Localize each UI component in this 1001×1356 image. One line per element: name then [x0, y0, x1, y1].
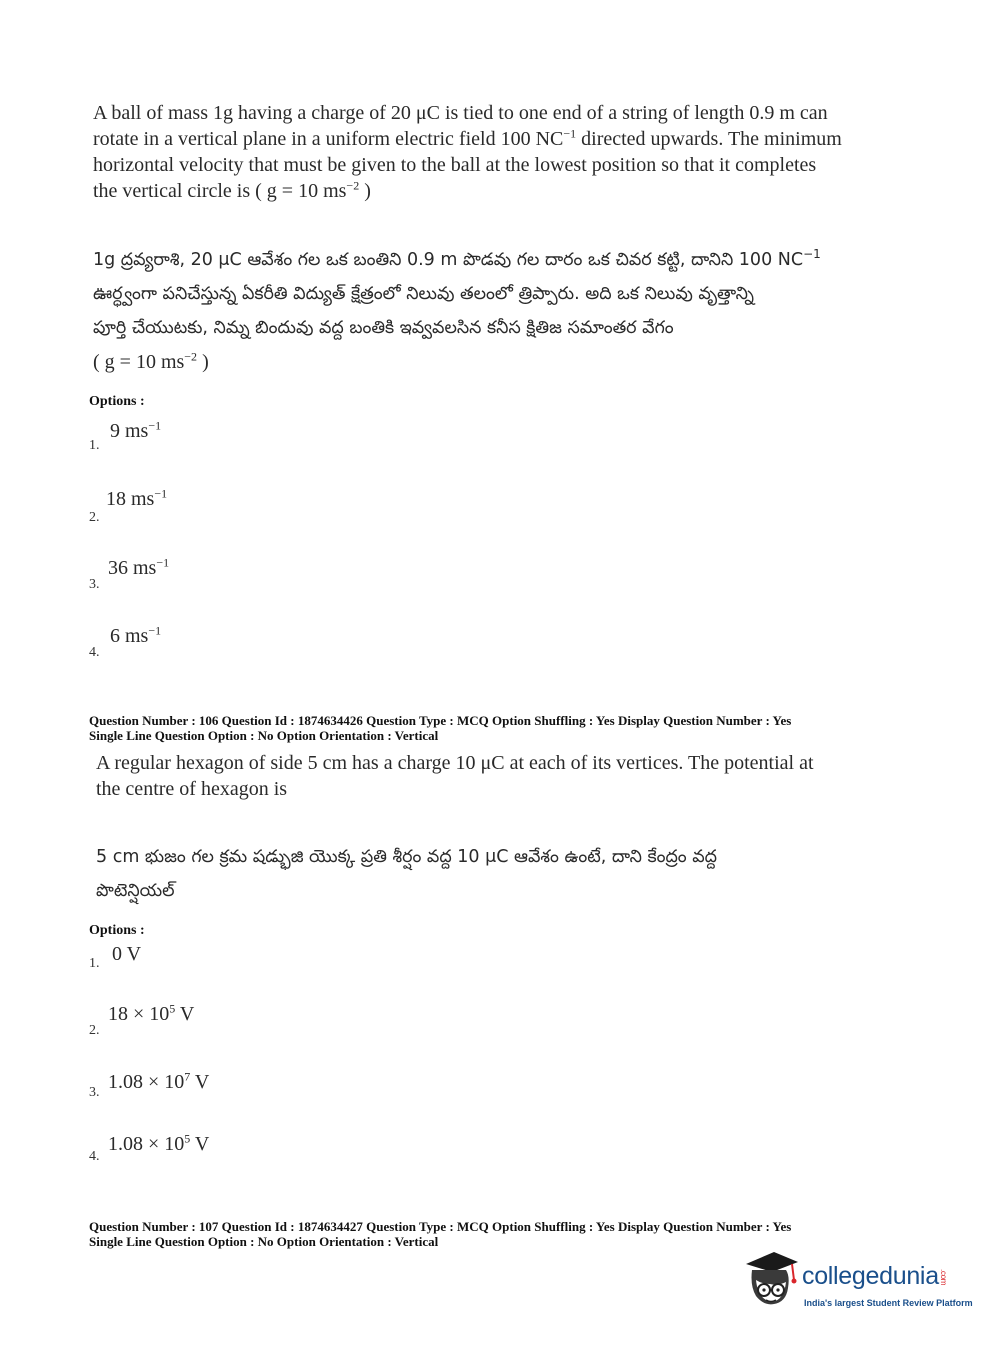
option-value: 36 $ms^{-1}$	[108, 555, 170, 579]
q105-te-line-3: పూర్తి చేయుటకు, నిమ్న బిందువు వద్ద బంతికి ఇవ్వవలసిన కనీస క్షితిజ సమాంతర వేగం	[93, 318, 674, 338]
meta-line-2: Single Line Question Option : No Option Orientation : Vertical	[89, 728, 439, 743]
logo-tagline: India's largest Student Review Platform	[804, 1298, 973, 1308]
option-number: 4.	[89, 645, 100, 660]
option-number: 4.	[89, 1149, 100, 1164]
option-value: 9 $ms^{-1}$	[110, 418, 162, 442]
q105-en-line-1: A ball of mass 1g having a charge of 20 μC is tied to one end of a string of length 0.9 m can	[93, 102, 828, 124]
q105-en-line-2: rotate in a vertical plane in a uniform electric field 100 $NC^{-1}$ directed upwards. The minimum	[93, 126, 842, 150]
q106-meta	[89, 713, 909, 743]
option-number: 2.	[89, 510, 100, 525]
q105-te-line-1: 1g ద్రవ్యరాశి, 20 μC ఆవేశం గల ఒక బంతిని 0.9 m పొడవు గల దారం ఒక చివర కట్టి, దానిని 100 $NC^{-1}$	[93, 247, 821, 270]
q106-en-line-1: A regular hexagon of side 5 cm has a charge 10 μC at each of its vertices. The potential at	[96, 752, 814, 774]
option-value: 6 $ms^{-1}$	[110, 623, 162, 647]
q106-options-label: Options :	[89, 923, 145, 938]
option-number: 1.	[89, 956, 100, 971]
option-number: 3.	[89, 577, 100, 592]
q105-te-line-4: ( g = 10 $ms^{-2}$ )	[93, 349, 209, 373]
meta-line-1: Question Number : 106 Question Id : 1874634426 Question Type : MCQ Option Shuffling : Yes Display Question Number : Yes	[89, 713, 792, 728]
q106-english-text	[96, 750, 876, 802]
meta-line-1: Question Number : 107 Question Id : 1874634427 Question Type : MCQ Option Shuffling : Yes Display Question Number : Yes	[89, 1219, 792, 1234]
option-value: $1.08 \times 10^5$ V	[108, 1131, 210, 1155]
q105-telugu-text	[93, 243, 873, 379]
option-value: 18 $ms^{-1}$	[106, 486, 168, 510]
logo-wordmark: collegedunia.com	[802, 1262, 948, 1290]
q107-meta	[89, 1219, 909, 1249]
q105-en-line-3: horizontal velocity that must be given to the ball at the lowest position so that it completes	[93, 154, 817, 176]
q105-options-label: Options :	[89, 394, 145, 409]
option-number: 2.	[89, 1023, 100, 1038]
q106-en-line-2: the centre of hexagon is	[96, 778, 288, 800]
option-value: $1.08 \times 10^7$ V	[108, 1069, 210, 1093]
q105-en-line-4: the vertical circle is ( g = 10 $ms^{-2}$ )	[93, 178, 371, 202]
option-number: 1.	[89, 438, 100, 453]
q106-te-line-2: పొటెన్షియల్	[96, 881, 175, 901]
meta-line-2: Single Line Question Option : No Option Orientation : Vertical	[89, 1234, 439, 1249]
q105-english-text	[93, 100, 873, 204]
option-number: 3.	[89, 1085, 100, 1100]
option-value: 0 V	[112, 943, 142, 965]
option-value: $18 \times 10^5$ V	[108, 1001, 195, 1025]
collegedunia-logo	[742, 1250, 972, 1320]
q106-telugu-text	[96, 840, 876, 908]
q106-te-line-1: 5 cm భుజం గల క్రమ షడ్భుజి యొక్క ప్రతి శీర్షం వద్ద 10 μC ఆవేశం ఉంటే, దాని కేంద్రం వద్ద	[96, 847, 718, 867]
mascot-icon	[742, 1250, 800, 1314]
q105-te-line-2: ఊర్ధ్వంగా పనిచేస్తున్న ఏకరీతి విద్యుత్ క్షేత్రంలో నిలువు తలంలో త్రిప్పారు. అది ఒక నిలువు వృత్తాన్ని	[93, 284, 754, 304]
